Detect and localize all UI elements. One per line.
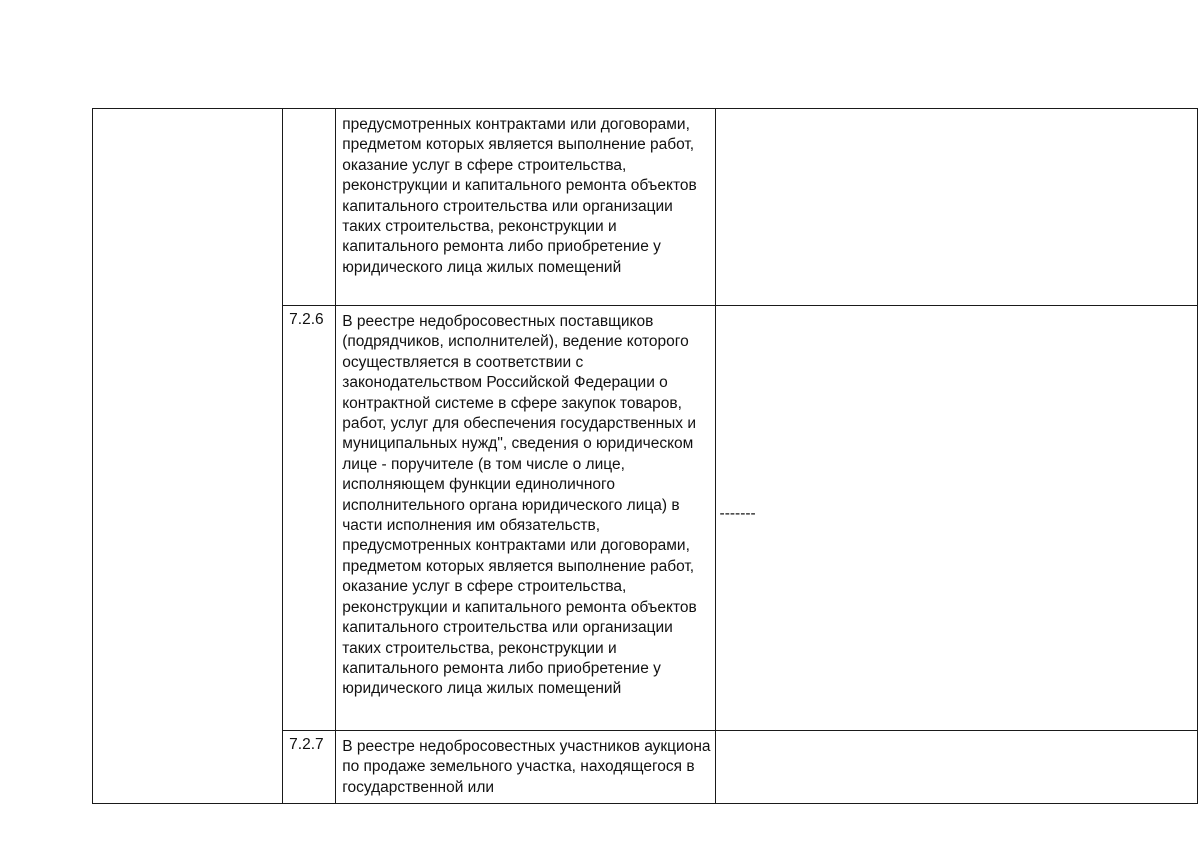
- table-row: [93, 109, 1198, 306]
- item-number-cell: [283, 109, 336, 306]
- item-text: предусмотренных контрактами или договорами, предметом которых является выполнение работ, оказание услуг в сфере строительства, реконструкции и капитального ремонта объектов капитального строительства или организации таких строительства, реконструкции и капитального ремонта либо приобретение у юридического лица жилых помещений: [342, 116, 697, 276]
- item-text-cell: [336, 731, 715, 804]
- item-number: [283, 109, 335, 113]
- item-value-cell: [715, 306, 1197, 731]
- item-number-cell: [283, 731, 336, 804]
- item-text: В реестре недобросовестных поставщиков (подрядчиков, исполнителей), ведение которого осуществляется в соответствии с законодательством Российской Федерации о контрактной системе в сфере закупок товаров, работ, услуг для обеспечения государственных и муниципальных нужд", сведения о юридическом лице - поручителе (в том числе о лице, исполняющем функции единоличного исполнительного органа юридического лица) в части исполнения им обязательств, предусмотренных контрактами или договорами, предметом которых является выполнение работ, оказание услуг в сфере строительства, реконструкции и капитального ремонта объектов капитального строительства или организации таких строительства, реконструкции и капитального ремонта либо приобретение у юридического лица жилых помещений: [342, 313, 697, 698]
- requirements-table: [92, 108, 1198, 804]
- item-text: В реестре недобросовестных участников аукциона по продаже земельного участка, находящегося в государственной или: [342, 738, 711, 796]
- item-number: 7.2.6: [289, 311, 324, 328]
- empty-left-cell: [93, 109, 283, 804]
- item-value-cell: [715, 731, 1197, 804]
- item-value: [716, 109, 1197, 115]
- item-number: 7.2.7: [289, 736, 324, 753]
- item-text-cell: [336, 306, 715, 731]
- item-value: [716, 731, 1197, 737]
- item-value-cell: [715, 109, 1197, 306]
- item-value: -------: [719, 505, 756, 522]
- item-text-cell: [336, 109, 715, 306]
- item-number-cell: [283, 306, 336, 731]
